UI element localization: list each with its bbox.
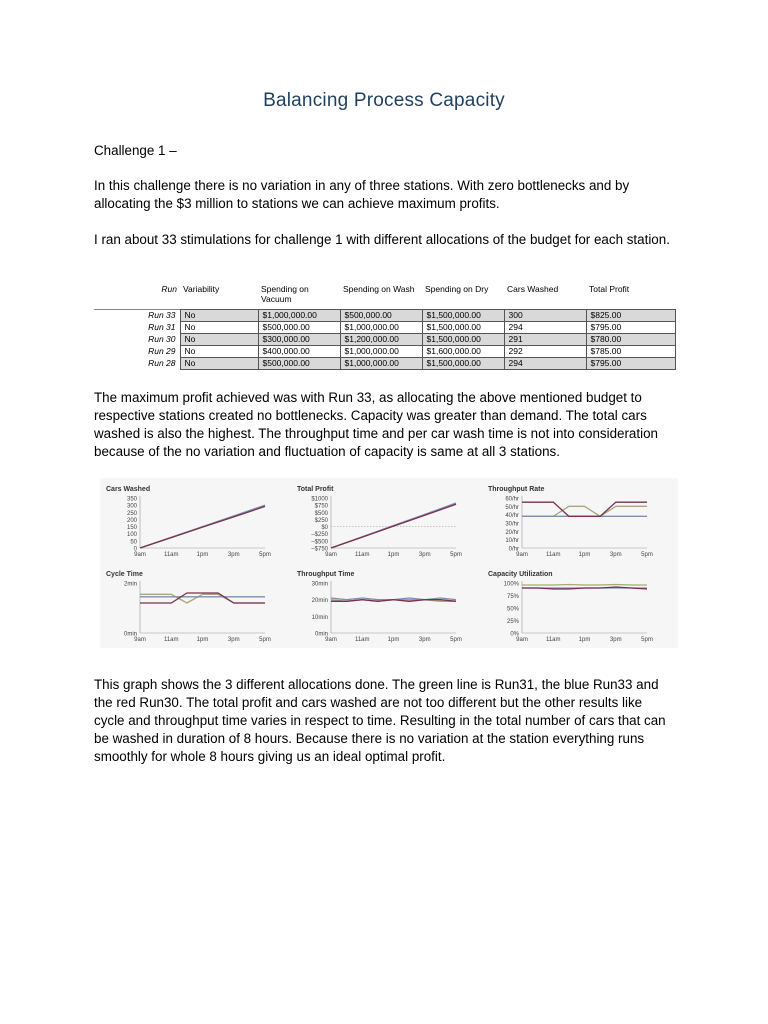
- y-tick-label: 50%: [506, 606, 519, 613]
- chart-title: Capacity Utilization: [488, 571, 553, 578]
- table-cell: $825.00: [586, 310, 676, 322]
- table-cell: 300: [504, 310, 586, 322]
- x-tick-label: 3pm: [418, 637, 431, 643]
- charts-svg: [100, 478, 678, 648]
- y-tick-label: 2min: [123, 581, 137, 588]
- page-title: Balancing Process Capacity: [263, 90, 505, 111]
- col-header-run: Run: [161, 284, 177, 294]
- table-cell: $400,000.00: [258, 346, 340, 358]
- x-tick-label: 3pm: [227, 552, 240, 558]
- y-tick-label: –$500: [311, 539, 328, 546]
- total-profit-chart: [297, 486, 462, 558]
- series-line-run30: [522, 587, 647, 589]
- table-cell: $785.00: [586, 346, 676, 358]
- table-cell: $1,500,000.00: [422, 358, 504, 370]
- table-cell: $795.00: [586, 322, 676, 334]
- chart-title: Total Profit: [297, 486, 334, 493]
- table-cell: $500,000.00: [258, 322, 340, 334]
- x-tick-label: 1pm: [387, 637, 400, 643]
- chart-title: Throughput Time: [297, 571, 355, 578]
- table-cell: Run 33: [148, 310, 176, 321]
- y-tick-label: 0: [133, 546, 137, 553]
- y-tick-label: 60/hr: [505, 496, 519, 503]
- y-tick-label: 0/hr: [508, 546, 519, 553]
- table-row: [94, 358, 676, 370]
- x-tick-label: 11am: [354, 637, 370, 643]
- cycle-time-chart: [106, 571, 271, 643]
- y-tick-label: 350: [126, 496, 137, 503]
- y-tick-label: 30min: [311, 581, 328, 588]
- throughput-rate-chart: [488, 486, 653, 558]
- table-row: [94, 322, 676, 334]
- table-cell: $1,500,000.00: [422, 334, 504, 346]
- table-cell: $1,600,000.00: [422, 346, 504, 358]
- table-cell: $795.00: [586, 358, 676, 370]
- graph-explanation-paragraph: This graph shows the 3 different allocations done. The green line is Run31, the blue Run33 and the red Run30. The total profit and cars washed are not too different but the other results like cycle and throughput time varies in respect to time. Resulting in the total number of cars that can be washed in duration of 8 hours. Because there is no variation at the station everything runs smoothly for whole 8 hours giving us an ideal optimal profit.: [94, 677, 666, 764]
- challenge-heading: Challenge 1 –: [94, 143, 177, 158]
- y-tick-label: 0min: [123, 631, 137, 638]
- table-cell: 294: [504, 322, 586, 334]
- x-tick-label: 5pm: [450, 552, 462, 558]
- table-cell: No: [180, 334, 258, 346]
- y-tick-label: $500: [314, 510, 328, 517]
- table-cell: $1,500,000.00: [422, 322, 504, 334]
- x-tick-label: 3pm: [418, 552, 431, 558]
- table-cell: No: [180, 310, 258, 322]
- table-cell: $500,000.00: [340, 310, 422, 322]
- x-tick-label: 9am: [516, 637, 528, 643]
- y-tick-label: –$250: [311, 532, 328, 539]
- x-tick-label: 5pm: [641, 552, 653, 558]
- x-tick-label: 9am: [325, 637, 337, 643]
- x-tick-label: 5pm: [259, 637, 271, 643]
- table-row: [94, 334, 676, 346]
- y-tick-label: 25%: [506, 619, 519, 625]
- x-tick-label: 11am: [163, 552, 179, 558]
- x-tick-label: 9am: [134, 552, 146, 558]
- col-header-wash: Spending on Wash: [343, 284, 415, 294]
- table-cell: 291: [504, 334, 586, 346]
- series-line-run31: [522, 585, 647, 586]
- y-tick-label: 50: [130, 539, 137, 546]
- y-tick-label: 20/hr: [505, 529, 519, 536]
- x-tick-label: 1pm: [578, 637, 591, 643]
- charts-panel: [100, 478, 678, 648]
- series-line-run30: [331, 504, 456, 548]
- method-paragraph: I ran about 33 stimulations for challenge 1 with different allocations of the budget for each station.: [94, 232, 670, 247]
- capacity-utilization-chart: [488, 571, 653, 643]
- y-tick-label: 10/hr: [505, 538, 519, 545]
- col-header-dry: Spending on Dry: [425, 284, 489, 294]
- x-tick-label: 9am: [325, 552, 337, 558]
- cars-washed-chart: [106, 486, 271, 558]
- table-cell: $1,000,000.00: [258, 310, 340, 322]
- y-tick-label: 200: [126, 517, 137, 524]
- x-tick-label: 11am: [163, 637, 179, 643]
- y-tick-label: 250: [126, 510, 137, 517]
- y-tick-label: 20min: [311, 598, 328, 605]
- x-tick-label: 1pm: [578, 552, 591, 558]
- throughput-time-chart: [297, 571, 462, 643]
- x-tick-label: 3pm: [609, 637, 622, 643]
- table-cell: $300,000.00: [258, 334, 340, 346]
- x-tick-label: 1pm: [196, 637, 209, 643]
- table-cell: 292: [504, 346, 586, 358]
- results-paragraph: The maximum profit achieved was with Run 33, as allocating the above mentioned budget to respective stations created no bottlenecks. Capacity was greater than demand. The total cars washed is also the highest. The throughput time and per car wash time is not into consideration because of the no variation and fluctuation of capacity is same at all 3 stations.: [94, 390, 658, 459]
- x-tick-label: 11am: [545, 552, 561, 558]
- x-tick-label: 3pm: [227, 637, 240, 643]
- y-tick-label: 40/hr: [505, 513, 519, 520]
- x-tick-label: 5pm: [450, 637, 462, 643]
- table-row: [94, 346, 676, 358]
- x-tick-label: 3pm: [609, 552, 622, 558]
- table-cell: No: [180, 322, 258, 334]
- col-header-total-profit: Total Profit: [589, 284, 630, 294]
- table-cell: $500,000.00: [258, 358, 340, 370]
- col-header-variability: Variability: [183, 284, 220, 294]
- table-cell: Run 30: [148, 334, 176, 344]
- y-tick-label: 30/hr: [505, 521, 519, 528]
- table-cell: Run 31: [148, 322, 176, 332]
- y-tick-label: 0min: [314, 631, 328, 638]
- y-tick-label: 0%: [510, 631, 519, 638]
- y-tick-label: $0: [321, 525, 328, 532]
- col-header-vacuum: Spending on Vacuum: [261, 284, 309, 304]
- table-cell: $1,200,000.00: [340, 334, 422, 346]
- y-tick-label: 50/hr: [505, 504, 519, 511]
- runs-table: [94, 283, 676, 370]
- y-tick-label: 100: [126, 532, 137, 539]
- table-cell: No: [180, 346, 258, 358]
- table-cell: $1,500,000.00: [422, 310, 504, 322]
- chart-title: Cars Washed: [106, 486, 151, 493]
- y-tick-label: $750: [314, 503, 328, 510]
- x-tick-label: 9am: [134, 637, 146, 643]
- y-tick-label: –$750: [311, 546, 328, 553]
- y-tick-label: 75%: [506, 594, 519, 600]
- table-cell: $1,000,000.00: [340, 358, 422, 370]
- y-tick-label: 10min: [311, 614, 328, 621]
- table-cell: $1,000,000.00: [340, 346, 422, 358]
- x-tick-label: 11am: [354, 552, 370, 558]
- table-cell: 294: [504, 358, 586, 370]
- series-line-run31: [140, 594, 265, 603]
- y-tick-label: 150: [126, 525, 137, 532]
- table-cell: Run 28: [148, 358, 176, 368]
- x-tick-label: 5pm: [641, 637, 653, 643]
- table-header-row: [94, 283, 676, 310]
- x-tick-label: 11am: [545, 637, 561, 643]
- x-tick-label: 5pm: [259, 552, 271, 558]
- chart-title: Throughput Rate: [488, 486, 545, 493]
- table-cell: $780.00: [586, 334, 676, 346]
- series-line-run30: [140, 506, 265, 548]
- y-tick-label: 100%: [503, 581, 519, 588]
- y-tick-label: 300: [126, 503, 137, 510]
- table-cell: $1,000,000.00: [340, 322, 422, 334]
- table-cell: Run 29: [148, 346, 176, 356]
- table-row: [94, 310, 676, 322]
- table-cell: No: [180, 358, 258, 370]
- y-tick-label: $1000: [311, 496, 328, 503]
- chart-title: Cycle Time: [106, 571, 143, 578]
- x-tick-label: 9am: [516, 552, 528, 558]
- x-tick-label: 1pm: [196, 552, 209, 558]
- col-header-cars-washed: Cars Washed: [507, 284, 559, 294]
- series-line-run31: [522, 506, 647, 516]
- series-line-run30: [522, 502, 647, 516]
- x-tick-label: 1pm: [387, 552, 400, 558]
- y-tick-label: $250: [314, 517, 328, 524]
- intro-paragraph: In this challenge there is no variation in any of three stations. With zero bottlenecks and by allocating the $3 million to stations we can achieve maximum profits.: [94, 178, 630, 211]
